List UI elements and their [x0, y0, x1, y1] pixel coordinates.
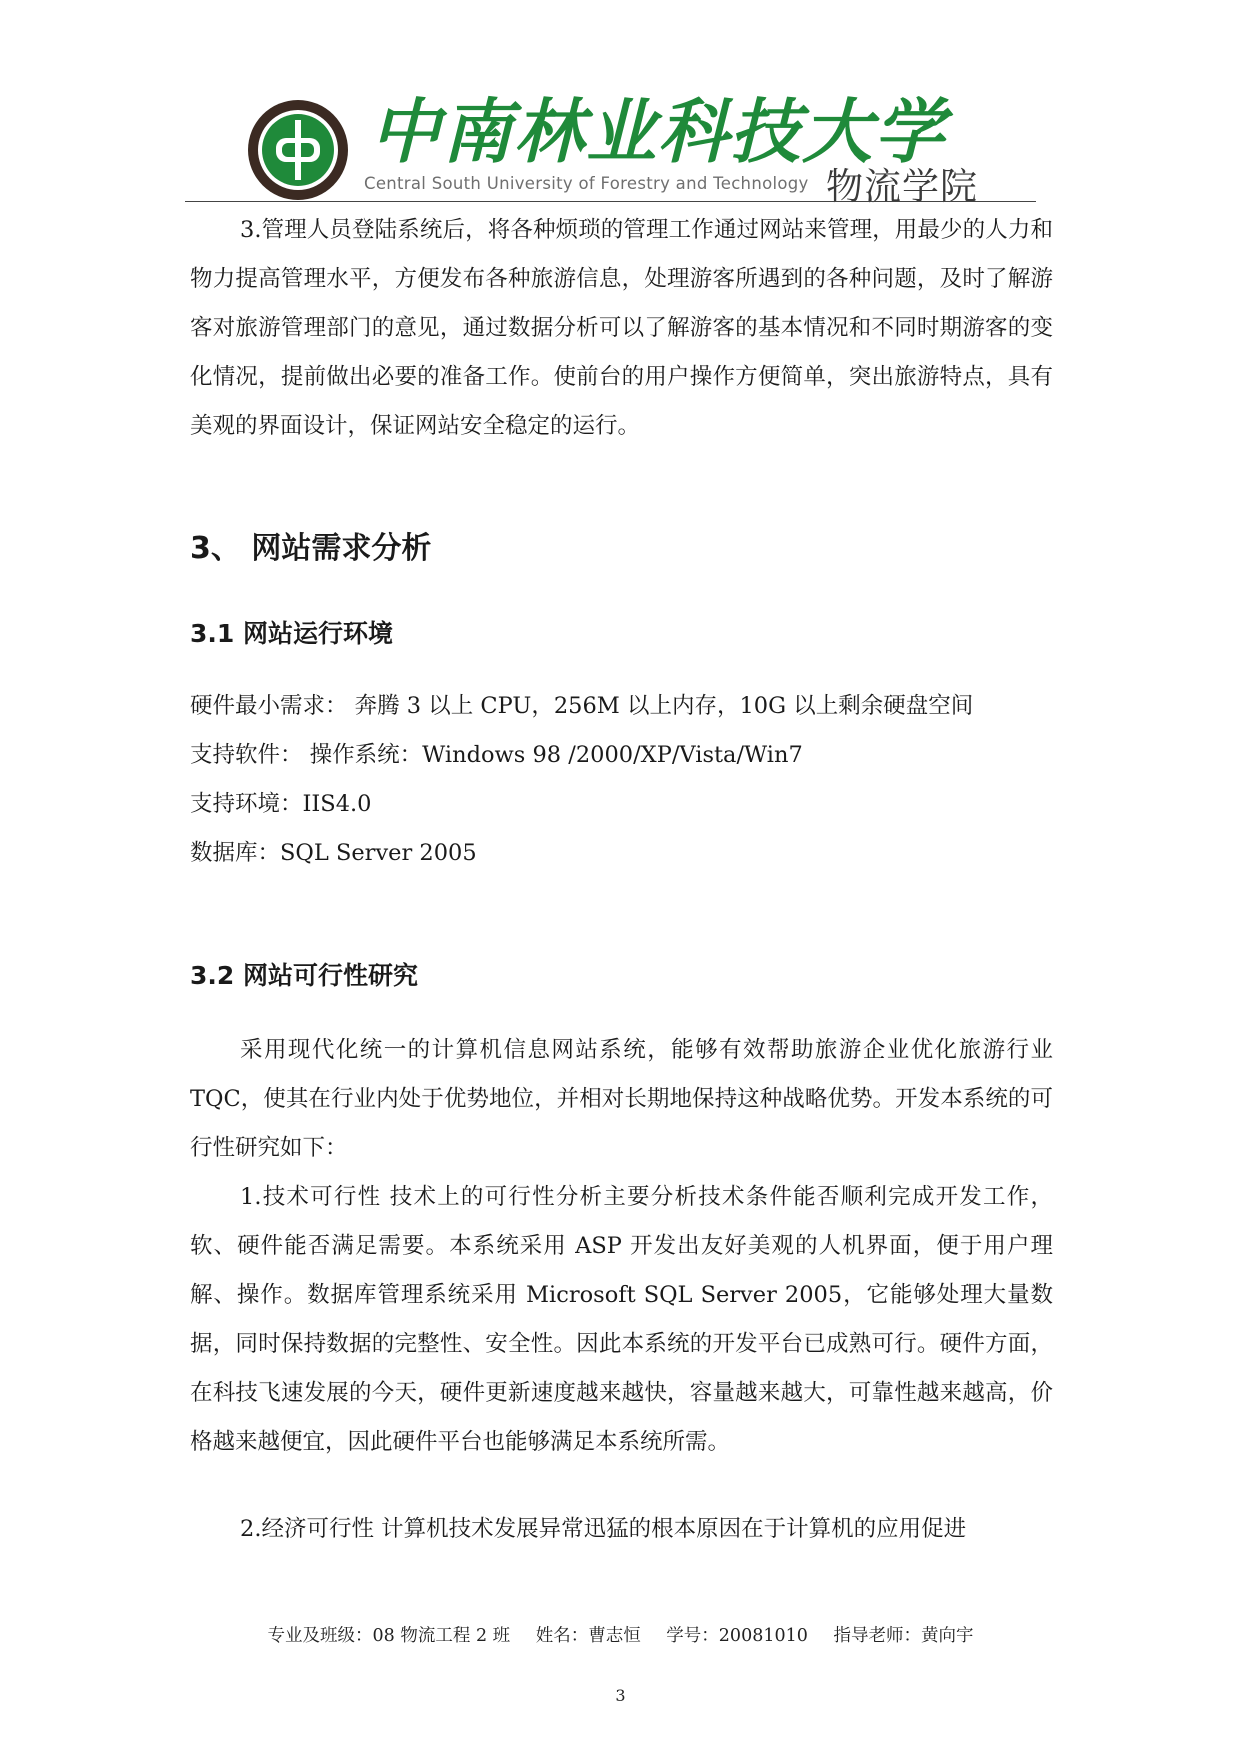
section-heading-3: 3、 网站需求分析 — [190, 531, 432, 566]
intro-paragraph: 3.管理人员登陆系统后，将各种烦琐的管理工作通过网站来管理，用最少的人力和物力提高管理水平，方便发布各种旅游信息，处理游客所遇到的各种问题，及时了解游客对旅游管理部门的意见，通过数据分析可以了解游客的基本情况和不同时期游客的变化情况，提前做出必要的准备工作。使前台的用户操作方便简单，突出旅游特点，具有美观的界面设计，保证网站安全稳定的运行。 — [190, 217, 1053, 439]
page-footer — [0, 1622, 1241, 1647]
env-hardware: 硬件最小需求： 奔腾 3 以上 CPU，256M 以上内存，10G 以上剩余硬盘空间 — [190, 693, 974, 719]
page-header — [246, 90, 1026, 208]
env-environment: 支持环境：IIS4.0 — [190, 791, 372, 817]
tech-feasibility-paragraph: 1.技术可行性 技术上的可行性分析主要分析技术条件能否顺利完成开发工作，软、硬件能否满足需要。本系统采用 ASP 开发出友好美观的人机界面，便于用户理解、操作。数据库管理系统采用 Microsoft SQL Server 2005，它能够处理大量数据，同时保持数据的完整性、安全性。因此本系统的开发平台已成熟可行。硬件方面，在科技飞速发展的今天，硬件更新速度越来越快，容量越来越大，可靠性越来越高，价格越来越便宜，因此硬件平台也能够满足本系统所需。 — [190, 1184, 1053, 1455]
page-number: 3 — [615, 1686, 626, 1705]
university-name-cn: 中南林业科技大学 — [370, 90, 946, 173]
footer-class: 专业及班级：08 物流工程 2 班 — [267, 1626, 511, 1646]
section-heading-3-1: 3.1 网站运行环境 — [190, 619, 393, 648]
footer-name: 姓名：曹志恒 — [535, 1626, 641, 1646]
footer-advisor: 指导老师：黄向宇 — [833, 1626, 974, 1646]
university-name-en: Central South University of Forestry and Technology — [364, 174, 809, 193]
header-divider — [185, 201, 1036, 202]
footer-student-id: 学号：20081010 — [666, 1626, 808, 1646]
university-emblem-icon — [246, 98, 350, 202]
feasibility-paragraph: 采用现代化统一的计算机信息网站系统，能够有效帮助旅游企业优化旅游行业 TQC，使其在行业内处于优势地位，并相对长期地保持这种战略优势。开发本系统的可行性研究如下： — [190, 1037, 1053, 1161]
env-software: 支持软件： 操作系统：Windows 98 /2000/XP/Vista/Win7 — [190, 742, 803, 768]
section-heading-3-2: 3.2 网站可行性研究 — [190, 961, 418, 990]
env-database: 数据库：SQL Server 2005 — [190, 840, 477, 866]
college-name: 物流学院 — [826, 165, 978, 208]
environment-list — [190, 682, 1053, 878]
econ-feasibility-paragraph: 2.经济可行性 计算机技术发展异常迅猛的根本原因在于计算机的应用促进 — [240, 1516, 967, 1542]
document-body — [190, 206, 1053, 1554]
